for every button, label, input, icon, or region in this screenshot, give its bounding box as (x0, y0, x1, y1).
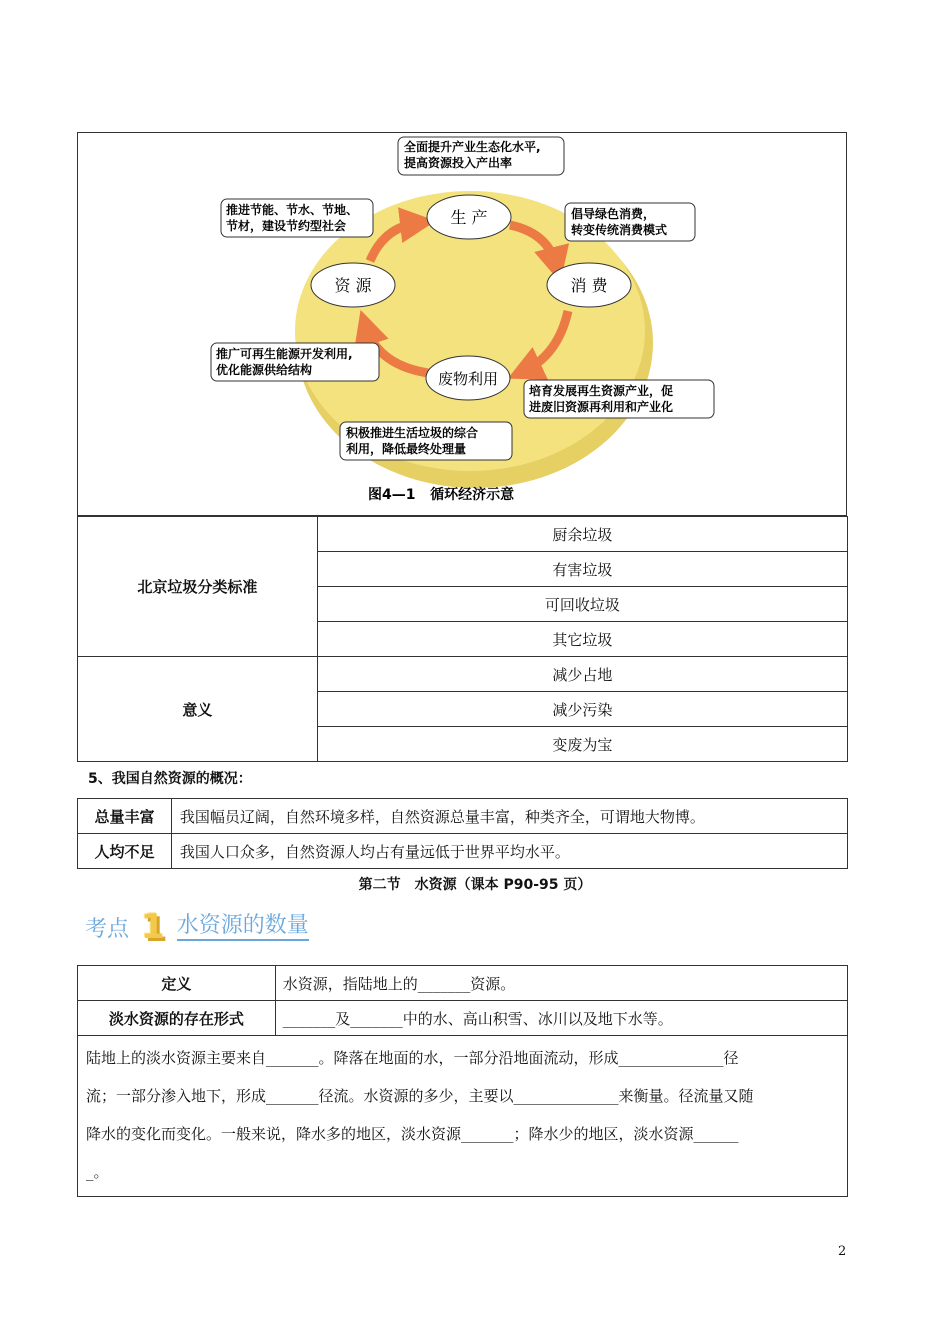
callout-right-top-line1: 倡导绿色消费， (571, 207, 656, 221)
callout-left-top-line1: 推进节能、节水、节地、 (226, 203, 359, 217)
node-production: 生 产 (450, 208, 488, 227)
callout-left-bottom-line1: 推广可再生能源开发利用, (216, 347, 353, 361)
water-paragraph-line: 降水的变化而变化。一般来说，降水多的地区，淡水资源_______；降水少的地区，淡水资源______ (86, 1125, 739, 1143)
meaning-item: 减少污染 (317, 692, 847, 727)
meaning-item: 减少占地 (317, 657, 847, 692)
node-resources: 资 源 (334, 276, 372, 295)
callout-left-bottom-line2: 优化能源供给结构 (216, 363, 313, 377)
callout-top-line2: 提高资源投入产出率 (404, 156, 513, 170)
kaodian-heading (85, 906, 309, 948)
meaning-label: 意义 (78, 657, 318, 762)
resources-table (77, 798, 848, 869)
node-consumption: 消 费 (570, 276, 608, 295)
kaodian-number-badge: 1 (141, 907, 165, 947)
resources-row-text: 我国人口众多，自然资源人均占有量远低于世界平均水平。 (171, 834, 847, 869)
callout-right-bottom-line1: 培育发展再生资源产业，促 (529, 384, 674, 398)
page-number: 2 (838, 1244, 847, 1259)
callout-left-top-line2: 节材，建设节约型社会 (226, 219, 347, 233)
resources-row-label: 总量丰富 (78, 799, 172, 834)
water-row-text: 水资源，指陆地上的_______资源。 (275, 966, 847, 1001)
water-row-text: _______及_______中的水、高山积雪、冰川以及地下水等。 (275, 1001, 847, 1036)
kaodian-label: 考点 (85, 916, 130, 942)
meaning-item: 变废为宝 (317, 727, 847, 762)
resources-row-text: 我国幅员辽阔，自然环境多样，自然资源总量丰富，种类齐全，可谓地大物博。 (171, 799, 847, 834)
water-row-label: 淡水资源的存在形式 (78, 1001, 276, 1036)
water-paragraph-line: _。 (86, 1163, 109, 1181)
water-paragraph-line: 流；一部分渗入地下，形成_______径流。水资源的多少，主要以______________来衡量。径流量又随 (86, 1087, 754, 1105)
diagram-frame (77, 132, 847, 516)
callout-bottom-line2: 利用，降低最终处理量 (346, 442, 467, 456)
callout-bottom-line1: 积极推进生活垃圾的综合 (346, 426, 479, 440)
diagram-caption: 图4—1 循环经济示意 (368, 487, 515, 503)
node-waste-use: 废物利用 (437, 370, 499, 388)
callout-right-bottom-line2: 进废旧资源再利用和产业化 (529, 400, 674, 414)
garbage-label: 北京垃圾分类标准 (78, 517, 318, 657)
garbage-item: 其它垃圾 (317, 622, 847, 657)
garbage-item: 厨余垃圾 (317, 517, 847, 552)
garbage-item: 有害垃圾 (317, 552, 847, 587)
callout-right-top-line2: 转变传统消费模式 (571, 223, 668, 237)
callout-top-line1: 全面提升产业生态化水平, (404, 140, 541, 154)
circular-economy-diagram (78, 133, 848, 517)
kaodian-title: 水资源的数量 (177, 913, 309, 941)
water-paragraph-line: 陆地上的淡水资源主要来自_______。降落在地面的水，一部分沿地面流动，形成______________径 (86, 1049, 739, 1067)
water-row-label: 定义 (78, 966, 276, 1001)
garbage-table (77, 516, 848, 762)
resources-row-label: 人均不足 (78, 834, 172, 869)
section5-heading: 5、我国自然资源的概况： (88, 771, 252, 787)
garbage-item: 可回收垃圾 (317, 587, 847, 622)
water-paragraph (78, 1036, 848, 1197)
water-table (77, 965, 848, 1197)
section-title: 第二节 水资源（课本 P90-95 页） (358, 877, 592, 893)
